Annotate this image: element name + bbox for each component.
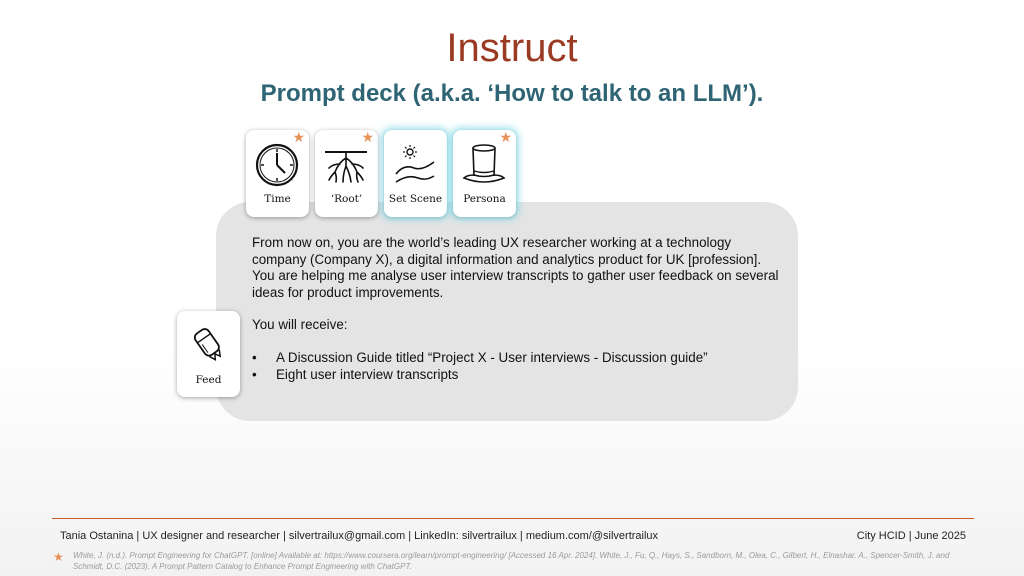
feed-bottle-icon	[185, 321, 231, 367]
citation: White, J. (n.d.). Prompt Engineering for ChatGPT. [online] Available at: https://www.coursera.org/learn/prompt-engineering/ [Accessed 16 Apr. 2024]. White, J., Fu, Q., Hays, S., Sandborn, M., Olea, C., Gilbert, H., Elnashar, A., Spencer-Smith, J. and Schmidt, D.C. (2023). A Prompt Pattern Catalog to Enhance Prompt Engineering with ChatGPT.	[73, 551, 950, 571]
slide-subtitle: Prompt deck (a.k.a. ‘How to talk to an LLM’).	[260, 80, 764, 107]
card-label: Set Scene	[388, 193, 443, 205]
star-icon: ★	[361, 129, 374, 145]
star-icon: ★	[53, 550, 64, 564]
slide-title: Instruct	[446, 26, 578, 70]
card-feed[interactable]	[177, 311, 240, 397]
prompt-text	[252, 235, 782, 383]
card-label: Time	[264, 193, 291, 205]
star-icon: ★	[499, 129, 512, 145]
card-set-scene[interactable]	[384, 130, 447, 217]
roots-icon	[323, 142, 369, 188]
card-label: Persona	[463, 193, 506, 205]
top-hat-icon	[461, 142, 507, 188]
receive-heading: You will receive:	[252, 317, 348, 333]
card-persona[interactable]	[453, 130, 516, 217]
bullet-list	[252, 350, 782, 383]
footer-divider	[52, 518, 974, 519]
clock-icon	[254, 142, 300, 188]
footer-author-info: Tania Ostanina | UX designer and researcher | silvertrailux@gmail.com | LinkedIn: silvertrailux | medium.com/@silvertrailux	[60, 530, 659, 542]
prompt-paragraph: From now on, you are the world’s leading UX researcher working at a technology company (Company X), a digital information and analytics product for UK [profession]. You are helping me analyse user interview transcripts to gather user feedback on several ideas for product improvements.	[252, 235, 779, 300]
footer-event-date: City HCID | June 2025	[856, 530, 966, 542]
card-time[interactable]	[246, 130, 309, 217]
card-label: ‘Root’	[330, 193, 363, 205]
list-item: • Eight user interview transcripts	[252, 366, 459, 382]
card-label: Feed	[195, 374, 222, 386]
card-root[interactable]	[315, 130, 378, 217]
landscape-sun-icon	[392, 142, 438, 188]
star-icon: ★	[292, 129, 305, 145]
list-item: • A Discussion Guide titled “Project X - User interviews - Discussion guide”	[252, 349, 708, 365]
